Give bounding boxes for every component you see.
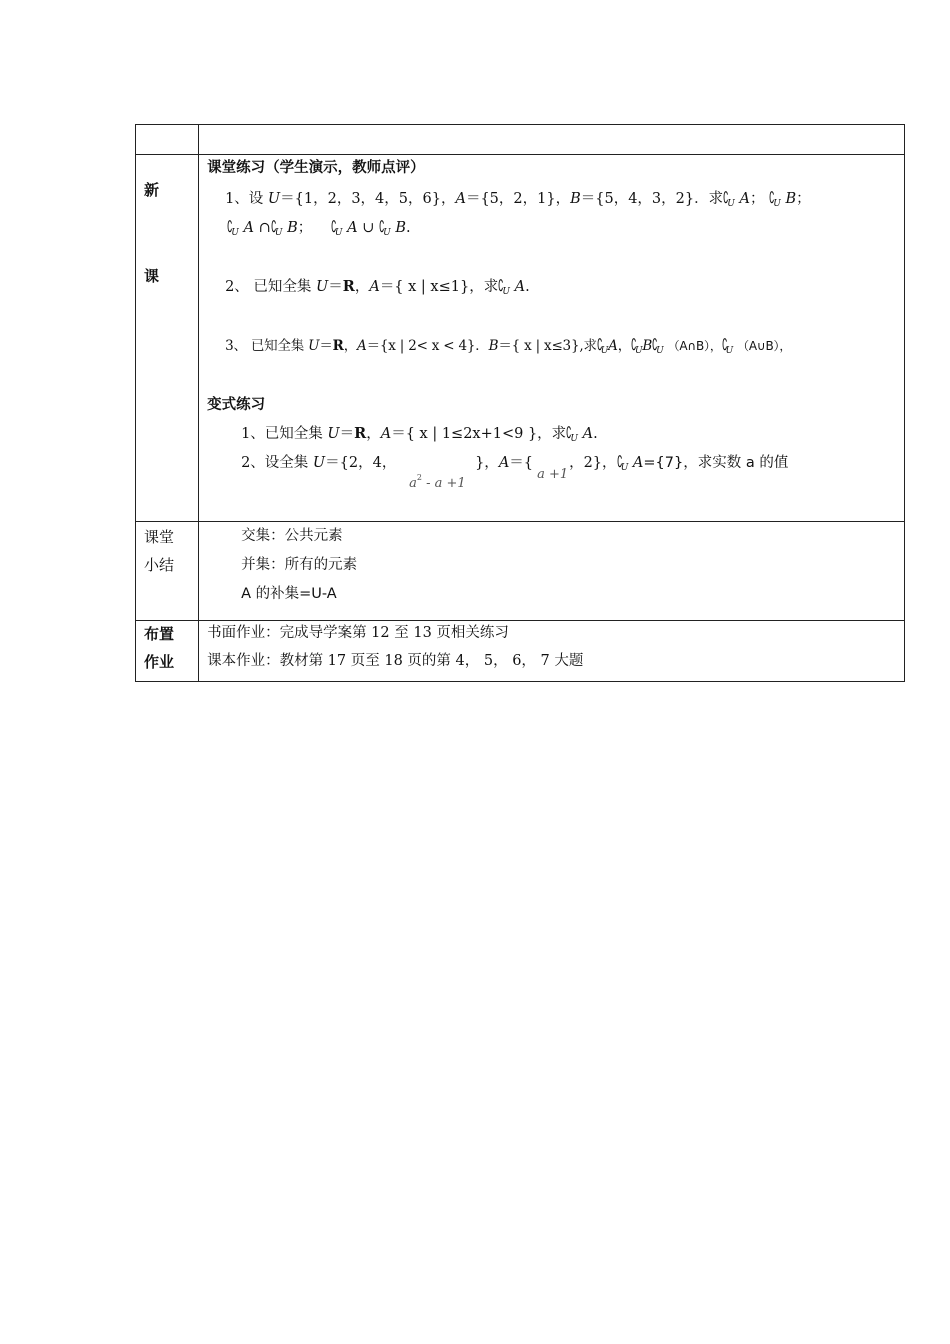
- q2-comma: ，: [354, 279, 370, 295]
- v2-A: A: [498, 455, 510, 471]
- v2-expr2: a +1: [537, 467, 569, 482]
- q3-sub-u-3: U: [656, 346, 664, 356]
- complement-icon: ∁: [378, 217, 385, 236]
- q1l2-a-2: A: [347, 220, 358, 236]
- question-1-line-1: [225, 190, 811, 213]
- complement-icon: ∁: [723, 188, 729, 207]
- v2-set2-rest: ，2}，: [569, 455, 617, 471]
- q3-ask: 求: [583, 338, 597, 354]
- complement-icon: ∁: [721, 335, 728, 354]
- q2-eq: ＝: [328, 279, 343, 295]
- homework-line-1: 书面作业：完成导学案第 12 至 13 页相关练习: [207, 625, 509, 641]
- classwork-heading: 课堂练习（学生演示，教师点评）: [207, 160, 425, 176]
- q3-union: （A∪B）: [737, 339, 780, 353]
- homework-label-1: 布置: [144, 625, 175, 643]
- summary-line-2: 并集：所有的元素: [241, 557, 358, 573]
- q1l2-b-2: B: [395, 220, 406, 236]
- lesson-plan-table: [135, 124, 905, 682]
- variation-heading: 变式练习: [207, 397, 266, 413]
- q3-sep-2: ，: [779, 339, 792, 353]
- new-lesson-row: [136, 155, 905, 522]
- summary-line-3: A 的补集=U-A: [241, 586, 337, 602]
- complement-icon: ∁: [227, 217, 233, 236]
- q1-semicolon-2: ；: [796, 191, 811, 207]
- q3-prefix: 3、 已知全集: [225, 338, 309, 354]
- q2-set: ＝{ x | x≤1}，求: [379, 279, 499, 295]
- v1-prefix: 1、已知全集: [241, 426, 328, 442]
- q1-term-b: B: [785, 191, 797, 207]
- q1-eq3: ＝{5，4，3，2}．求: [580, 191, 724, 207]
- q1l2-cup: ∪: [362, 220, 375, 236]
- header-right-cell: [199, 125, 905, 155]
- q1l2-sub-u-3: U: [334, 228, 343, 238]
- q1-A: A: [455, 191, 466, 207]
- q3-setB: ＝{ x | x≤3},: [498, 338, 584, 354]
- q1l2-a-1: A: [243, 220, 254, 236]
- v1-set: ＝{ x | 1≤2x+1<9 }，求: [391, 426, 567, 442]
- summary-label-cell: [136, 522, 199, 621]
- q1-term-a: A: [739, 191, 750, 207]
- q1-eq2: ＝{5，2，1}，: [465, 191, 571, 207]
- v1-R: R: [354, 425, 367, 442]
- v2-close1: }，: [475, 455, 499, 471]
- summary-content-cell: [199, 522, 905, 621]
- complement-icon: ∁: [652, 335, 658, 354]
- summary-label-2: 小结: [144, 556, 175, 574]
- v2-sub-u: U: [620, 463, 629, 473]
- summary-row: [136, 522, 905, 621]
- q3-B: B: [488, 338, 499, 354]
- q3-A: A: [357, 338, 367, 354]
- q1-semicolon-1: ；: [749, 191, 765, 207]
- q3-eq: ＝: [319, 338, 333, 354]
- q1l2-sub-u-2: U: [274, 228, 283, 238]
- new-lesson-label-cell: [136, 155, 199, 522]
- header-row: [136, 125, 905, 155]
- complement-icon: ∁: [616, 452, 623, 471]
- v2-term-a: A: [632, 455, 644, 471]
- q3-comma2: ，: [617, 338, 631, 354]
- q2-R: R: [342, 278, 355, 295]
- q1l2-sub-u-1: U: [231, 228, 239, 238]
- q1l2-b-1: B: [287, 220, 298, 236]
- q1-sub-u-1: U: [727, 199, 735, 209]
- q1l2-sub-u-4: U: [383, 228, 391, 238]
- complement-icon: ∁: [498, 276, 504, 295]
- q1-prefix: 1、设: [225, 191, 268, 207]
- v1-period: .: [593, 426, 598, 442]
- homework-content-cell: [199, 621, 905, 682]
- v1-eq: ＝: [339, 426, 355, 442]
- q3-comma: ，: [343, 338, 357, 354]
- complement-icon: ∁: [270, 217, 277, 236]
- variation-1: [241, 425, 598, 448]
- header-left-cell: [136, 125, 199, 155]
- question-1-line-2: [227, 219, 411, 242]
- v2-tail: ={7}，求实数 a 的值: [643, 455, 789, 471]
- v1-A: A: [380, 426, 392, 442]
- homework-label-2: 作业: [144, 653, 175, 671]
- v1-comma: ，: [366, 426, 381, 442]
- complement-icon: ∁: [596, 335, 603, 354]
- homework-row: [136, 621, 905, 682]
- new-lesson-label-1: 新: [144, 181, 160, 199]
- new-lesson-content-cell: [199, 155, 905, 522]
- summary-label-1: 课堂: [144, 528, 175, 546]
- variation-2: [241, 454, 396, 472]
- v2-expr1-sup: 2: [416, 473, 422, 482]
- q3-U: U: [308, 338, 320, 354]
- complement-icon: ∁: [769, 188, 775, 207]
- q1-sub-u-2: U: [773, 199, 781, 209]
- q3-R: R: [332, 338, 344, 354]
- v2-expr1-base: a: [409, 476, 417, 491]
- v2-expression-2: [537, 466, 568, 484]
- q3-sub-u-1: U: [600, 346, 609, 356]
- q2-sub-u: U: [502, 287, 510, 297]
- q2-period: .: [525, 279, 530, 295]
- v2-expression-1: [409, 469, 466, 493]
- q1l2-period: .: [406, 220, 411, 236]
- q2-term-a: A: [514, 279, 526, 295]
- homework-line-2: 课本作业：教材第 17 页至 18 页的第 4， 5， 6， 7 大题: [207, 653, 584, 669]
- q3-term-b: B: [642, 338, 653, 354]
- v1-sub-u: U: [570, 434, 578, 444]
- q3-setA: ＝{x | 2< x < 4}．: [366, 338, 489, 354]
- summary-line-1: 交集：公共元素: [241, 528, 343, 544]
- question-2: [225, 278, 530, 301]
- q1-B: B: [570, 191, 581, 207]
- v1-term-a: A: [582, 426, 594, 442]
- q3-intersection: （A∩B）: [667, 339, 710, 353]
- variation-2-part-2: [475, 454, 533, 472]
- q1l2-cap: ∩: [258, 220, 271, 236]
- v2-set1: ＝{2，4，: [325, 455, 397, 471]
- v2-U: U: [312, 455, 326, 471]
- complement-icon: ∁: [566, 423, 572, 442]
- q3-term-a: A: [608, 338, 618, 354]
- v2-set2: ＝{: [509, 455, 534, 471]
- q3-sep-1: ，: [709, 339, 722, 353]
- v1-U: U: [327, 426, 340, 442]
- q2-U: U: [316, 279, 329, 295]
- q1-U: U: [267, 191, 281, 207]
- q1l2-semicolon: ；: [297, 220, 313, 236]
- q2-A: A: [369, 279, 380, 295]
- q3-sub-u-2: U: [634, 346, 643, 356]
- q1-eq1: ＝{1，2，3，4，5，6}，: [280, 191, 456, 207]
- new-lesson-label-2: 课: [144, 267, 160, 285]
- complement-icon: ∁: [631, 335, 637, 354]
- q3-sub-u-4: U: [725, 346, 733, 356]
- question-3: [225, 337, 791, 360]
- variation-2-part-3: [569, 454, 788, 477]
- complement-icon: ∁: [330, 217, 337, 236]
- homework-label-cell: [136, 621, 199, 682]
- v2-prefix: 2、设全集: [241, 455, 313, 471]
- v2-expr1-rest: - a +1: [421, 476, 466, 491]
- q2-prefix: 2、 已知全集: [225, 279, 317, 295]
